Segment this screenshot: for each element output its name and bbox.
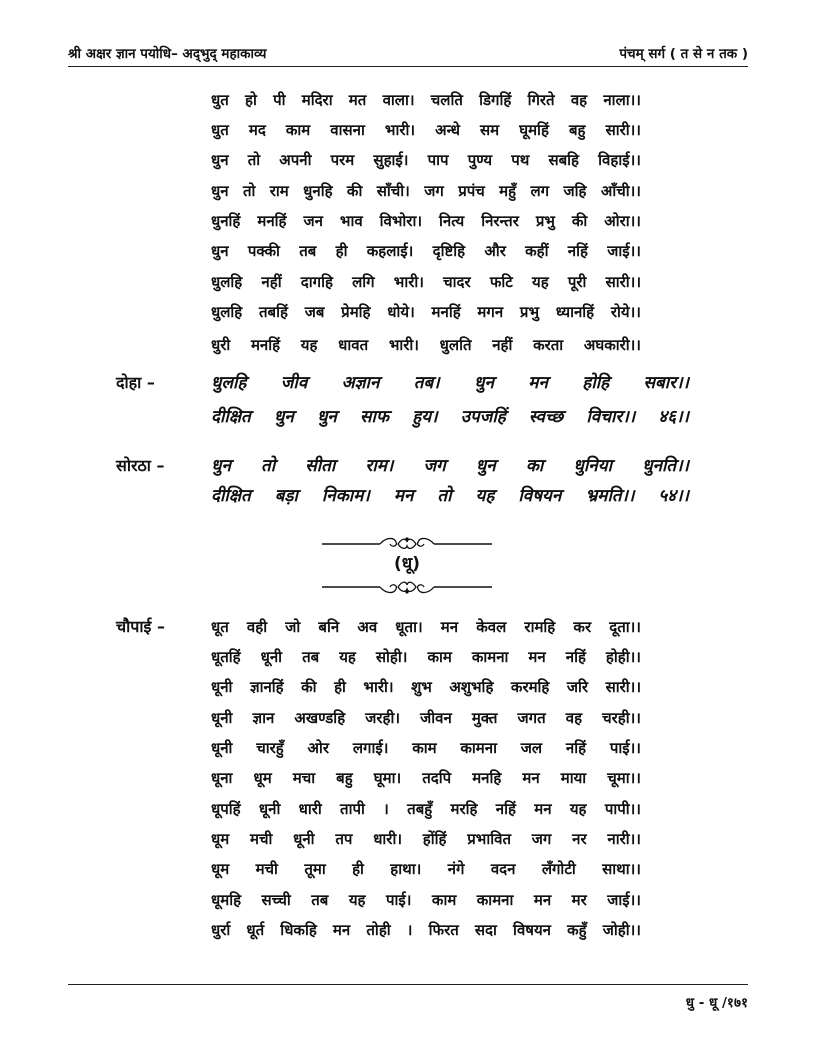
book-title: श्री अक्षर ज्ञान पयोधि– अद्‌भुद्‌ महाकाव्य	[68, 46, 267, 62]
ornament-divider-top	[322, 536, 492, 552]
running-header	[68, 44, 748, 66]
verse-line: धूना धूम मचा बहु घूमा। तदपि मनहि मन माया चूमा।।	[211, 769, 641, 787]
verse-line: धुरी मनहिं यह धावत भारी। धुलति नहीं करता अघकारी।।	[211, 336, 641, 354]
verse-line: धूतहिं धूनी तब यह सोही। काम कामना मन नहिं होही।।	[211, 648, 641, 666]
verse-line: धुलहि तबहिं जब प्रेमहि धोये। मनहिं मगन प्रभु ध्यानहिं रोये।।	[211, 303, 641, 321]
header-rule	[68, 66, 748, 67]
verse-line: धूपहिं धूनी धारी तापी । तबहुँ मरहि नहिं मन यह पापी।।	[211, 800, 641, 818]
verse-line: धूमहि सच्ची तब यह पाई। काम कामना मन मर जाई।।	[211, 891, 641, 909]
page-folio: धु - धू /१७१	[685, 995, 748, 1011]
section-heading: (धू)	[394, 554, 420, 574]
chapter-title: पंचम्‌ सर्ग ( त से न तक )	[619, 46, 748, 62]
verse-line: धूम मची धूनी तप धारी। होंहिं प्रभावित जग नर नारी।।	[211, 830, 641, 848]
verse-line: धुत हो पी मदिरा मत वाला। चलति डिगहिं गिरते वह नाला।।	[211, 91, 641, 109]
verse-line: धुन तो अपनी परम सुहाई। पाप पुण्य पथ सबहि विहाई।।	[211, 151, 641, 169]
verse-line: धूनी ज्ञानहिं की ही भारी। शुभ अशुभहि करमहि जरि सारी।।	[211, 678, 641, 696]
verse-line: धुन पक्की तब ही कहलाई। दृष्टिहि और कहीं नहिं जाई।।	[211, 242, 641, 260]
verse-line: धुन तो राम धुनहि की साँची। जग प्रपंच महुँ लग जहि आँची।।	[211, 182, 641, 200]
sortha-label: सोरठा –	[116, 456, 165, 475]
sortha-line: दीक्षित बड़ा निकाम। मन तो यह विषयन भ्रमति।। ५४।।	[211, 486, 689, 506]
footer-rule	[68, 984, 748, 985]
chaupai-label: चौपाई –	[116, 617, 165, 636]
verse-line: धूनी चारहुँ ओर लगाई। काम कामना जल नहिं पाई।।	[211, 739, 641, 757]
verse-line: धूम मची तूमा ही हाथा। नंगे वदन लँगोटी साथा।।	[211, 860, 641, 878]
verse-line: धुत मद काम वासना भारी। अन्धे सम घूमहिं बहु सारी।।	[211, 121, 641, 139]
verse-line: धुर्रा धूर्त धिकहि मन तोही । फिरत सदा विषयन कहुँ जोही।।	[211, 921, 641, 939]
doha-line: धुलहि जीव अज्ञान तब। धुन मन होहि सबार।।	[211, 373, 689, 393]
verse-line: धूनी ज्ञान अखण्डहि जरही। जीवन मुक्त जगत वह चरही।।	[211, 709, 641, 727]
sortha-line: धुन तो सीता राम। जग धुन का धुनिया धुनति।।	[211, 456, 689, 476]
doha-label: दोहा –	[116, 373, 155, 392]
ornament-divider-bottom	[322, 579, 492, 595]
verse-line: धुनहिं मनहिं जन भाव विभोरा। नित्य निरन्तर प्रभु की ओरा।।	[211, 212, 641, 230]
doha-line: दीक्षित धुन धुन साफ हुय। उपजहिं स्वच्छ विचार।। ४६।।	[211, 407, 689, 427]
verse-line: धूत वही जो बनि अव धूता। मन केवल रामहि कर दूता।।	[211, 618, 641, 636]
verse-line: धुलहि नहीं दागहि लगि भारी। चादर फटि यह पूरी सारी।।	[211, 273, 641, 291]
